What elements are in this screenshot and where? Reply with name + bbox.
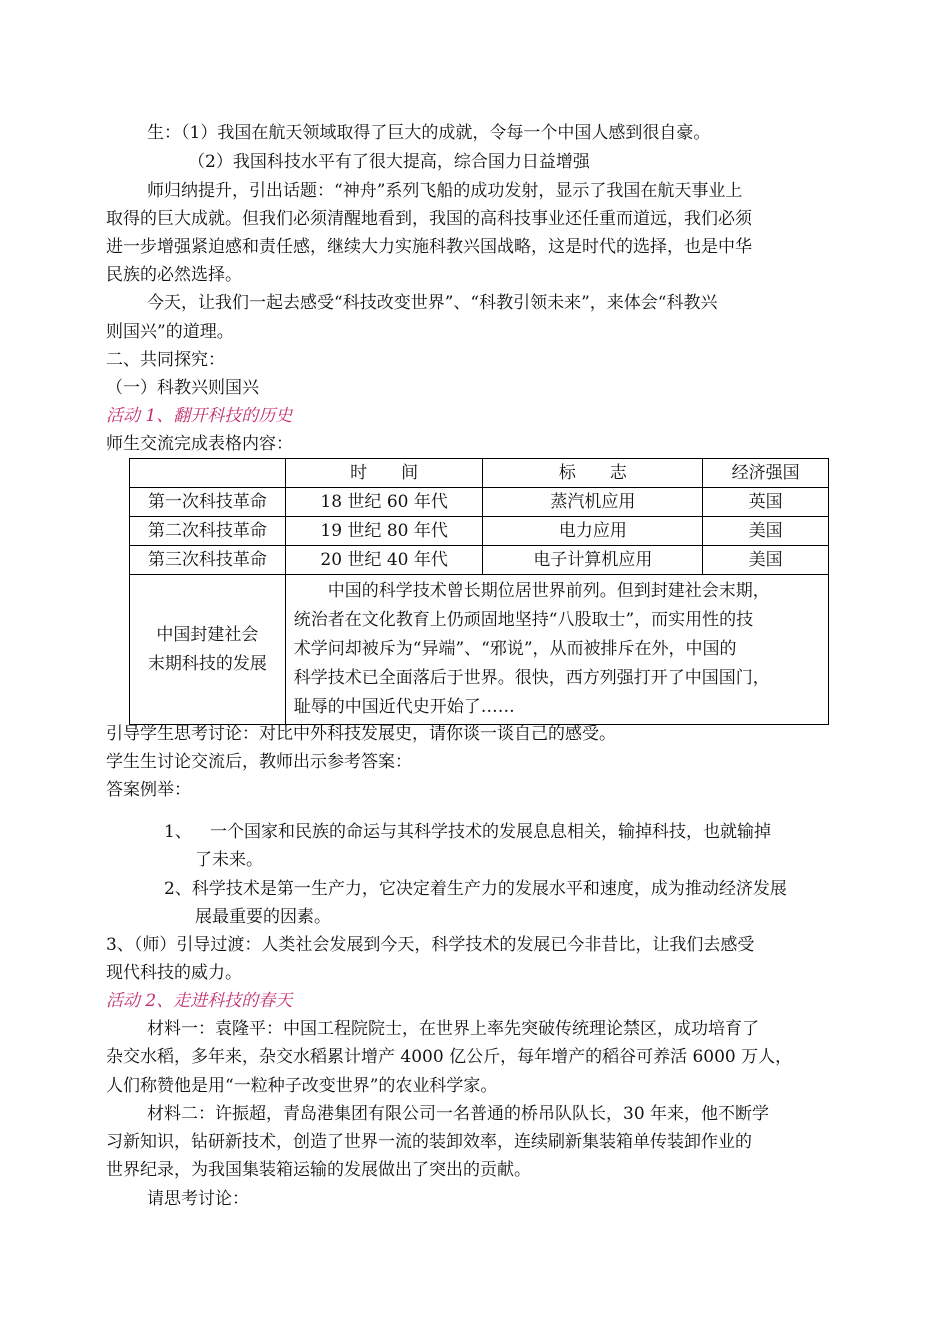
subsection-heading: （一）科教兴则国兴	[106, 378, 259, 398]
paragraph-line: 进一步增强紧迫感和责任感，继续大力实施科教兴国战略，这是时代的选择，也是中华	[106, 237, 752, 257]
list-item-text: 展最重要的因素。	[195, 907, 331, 927]
paragraph-line: 民族的必然选择。	[106, 265, 242, 285]
table-row-china	[130, 575, 829, 725]
table-row	[130, 546, 829, 575]
table-intro: 师生交流完成表格内容：	[106, 434, 293, 454]
after-discuss-text: 学生生讨论交流后，教师出示参考答案：	[106, 752, 412, 772]
examples-label: 答案例举：	[106, 780, 191, 800]
material-2-line: 世界纪录，为我国集装箱运输的发展做出了突出的贡献。	[106, 1160, 531, 1180]
material-1-line: 材料一：袁隆平：中国工程院院士，在世界上率先突破传统理论禁区，成功培育了	[147, 1019, 759, 1039]
section-heading: 二、共同探究：	[106, 350, 225, 370]
student-answer-1: 生：（1）我国在航天领域取得了巨大的成就，令每一个中国人感到很自豪。	[147, 123, 711, 143]
table-cell: 美国	[703, 517, 829, 546]
china-label-cell	[130, 575, 286, 725]
list-item-number: 1、	[164, 822, 192, 842]
list-item-text: 2、科学技术是第一生产力，它决定着生产力的发展水平和速度，成为推动经济发展	[164, 879, 787, 899]
material-1-line: 杂交水稻，多年来，杂交水稻累计增产 4000 亿公斤，每年增产的稻谷可养活 6000 万人，	[106, 1047, 793, 1067]
table-header-cell: 经济强国	[703, 459, 829, 488]
list-item-text: 了未来。	[195, 850, 263, 870]
table-cell: 20 世纪 40 年代	[285, 546, 483, 575]
list-item-text: 一个国家和民族的命运与其科学技术的发展息息相关，输掉科技，也就输掉	[210, 822, 771, 842]
china-desc-line	[294, 577, 820, 606]
table-cell: 第一次科技革命	[130, 488, 286, 517]
guide-text: 引导学生思考讨论：对比中外科技发展史，请你谈一谈自己的感受。	[106, 724, 616, 744]
table-cell: 英国	[703, 488, 829, 517]
paragraph-line: 取得的巨大成就。但我们必须清醒地看到，我国的高科技事业还任重而道远，我们必须	[106, 209, 752, 229]
table-cell: 18 世纪 60 年代	[285, 488, 483, 517]
china-desc-cell	[285, 575, 828, 725]
china-desc-line: 耻辱的中国近代史开始了……	[293, 697, 515, 717]
paragraph-line: 则国兴”的道理。	[106, 322, 234, 342]
table-cell: 美国	[703, 546, 829, 575]
table-cell: 第二次科技革命	[130, 517, 286, 546]
china-label-line: 中国封建社会	[156, 624, 259, 645]
china-desc-text: 中国的科学技术曾长期位居世界前列。但到封建社会末期，	[327, 581, 770, 601]
table-header-cell	[130, 459, 286, 488]
table-header-cell: 标 志	[483, 459, 703, 488]
china-label-line: 末期科技的发展	[147, 653, 267, 674]
tech-revolution-table	[129, 458, 829, 725]
paragraph-line: 今天，让我们一起去感受“科技改变世界”、“科教引领未来”，来体会“科教兴	[147, 293, 718, 313]
transition-text: 现代科技的威力。	[106, 963, 242, 983]
student-answer-2: （2）我国科技水平有了很大提高，综合国力日益增强	[188, 152, 590, 172]
material-1-line: 人们称赞他是用“一粒种子改变世界”的农业科学家。	[106, 1076, 498, 1096]
table-header-cell: 时 间	[285, 459, 483, 488]
china-desc-line: 统治者在文化教育上仍顽固地坚持“八股取士”，而实用性的技	[293, 610, 754, 630]
table-header-row	[130, 459, 829, 488]
table-cell: 电子计算机应用	[483, 546, 703, 575]
activity-1-title: 活动 1、翻开科技的历史	[106, 406, 293, 426]
paragraph-line: 师归纳提升，引出话题：“神舟”系列飞船的成功发射，显示了我国在航天事业上	[147, 181, 743, 201]
table-cell: 电力应用	[483, 517, 703, 546]
table-row	[130, 488, 829, 517]
activity-2-title: 活动 2、走进科技的春天	[106, 991, 293, 1011]
china-desc-line: 科学技术已全面落后于世界。很快，西方列强打开了中国国门，	[293, 668, 770, 688]
material-2-line: 材料二：许振超，青岛港集团有限公司一名普通的桥吊队队长，30 年来，他不断学	[147, 1104, 770, 1124]
material-2-line: 习新知识，钻研新技术，创造了世界一流的装卸效率，连续刷新集装箱单传装卸作业的	[106, 1132, 752, 1152]
table-cell: 第三次科技革命	[130, 546, 286, 575]
discuss-prompt: 请思考讨论：	[147, 1189, 249, 1209]
china-desc-line: 术学问却被斥为“异端”、“邪说”，从而被排斥在外，中国的	[293, 639, 737, 659]
transition-text: 3、（师）引导过渡：人类社会发展到今天，科学技术的发展已今非昔比，让我们去感受	[106, 935, 755, 955]
table-row	[130, 517, 829, 546]
table-cell: 蒸汽机应用	[483, 488, 703, 517]
table-cell: 19 世纪 80 年代	[285, 517, 483, 546]
